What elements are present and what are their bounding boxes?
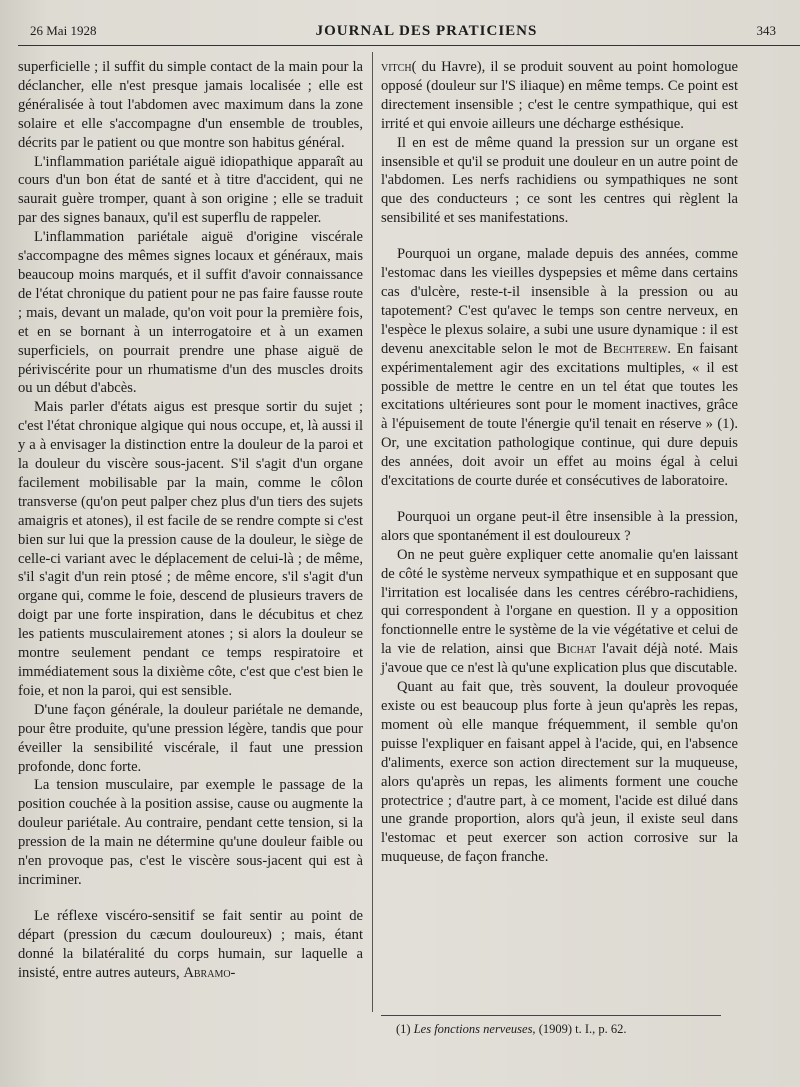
paragraph-text: ( du Havre), il se produit souvent au point homologue opposé (douleur sur l'S iliaque) en même temps. Ce point est directement insensible ; c'est le centre sympathique, qui est irrité et qui envoie ailleurs une décharge esthésique.: [381, 59, 738, 132]
paragraph: [381, 245, 738, 491]
footnote-rule: [381, 1015, 721, 1016]
paragraph: Il en est de même quand la pression sur un organe est insensible et qu'il se produit une douleur en un autre point de l'abdomen. Les nerfs rachidiens ou sympathiques ne sont que des conducteurs ; ce sont les centres qui règlent la sensibilité et ses manifestations.: [381, 134, 738, 227]
right-column: [381, 58, 738, 867]
paragraph: D'une façon générale, la douleur pariétale ne demande, pour être produite, qu'une pression légère, tandis que pour éveiller la sensibilité viscérale, il faut une pression profonde, donc forte.: [18, 701, 363, 775]
left-column: [18, 58, 363, 983]
paragraph: Pourquoi un organe peut-il être insensible à la pression, alors que spontanément il est douloureux ?: [381, 508, 738, 544]
paragraph: superficielle ; il suffit du simple contact de la main pour la déclancher, elle n'est presque jamais localisée ; elle est généralisée à tout l'abdomen avec maximum dans la zone solaire et elle s'accompagne d'un ensemble de troubles, décrits par le patient ou que montre son habitus général.: [18, 59, 363, 151]
journal-title: JOURNAL DES PRATICIENS: [315, 22, 538, 39]
paragraph: Mais parler d'états aigus est presque sortir du sujet ; c'est l'état chronique algique qui nous occupe, et, là aussi il y a à envisager la distinction entre la douleur de la paroi et la douleur du viscère sous-jacent. S'il s'agit d'un organe facilement mobilisable par la main, comme le côlon transverse (qu'on peut palper chez plus d'un tiers des sujets amaigris et atones), il est facile de se rendre compte si c'est bien sur lui que la pression cause de la douleur, le siège de celle-ci variant avec le déplacement de celui-là ; de même, s'il s'agit d'un rein ptosé ; de même encore, s'il s'agit d'un organe qui, comme le foie, descend de plusieurs travers de doigt par une forte inspiration, dans le décubitus et chez les patients musculairement atones ; si alors la douleur se montre seulement pendant ce temps respiratoire et immédiatement sous la dixième côte, c'est que c'est bien le foie, et non la paroi, qui est sensible.: [18, 399, 363, 699]
paragraph: L'inflammation pariétale aiguë idiopathique apparaît au cours d'un bon état de santé et à titre d'accident, qui ne saurait guère tromper, quant à son origine ; elle se traduit par des signes banaux, qu'il est superflu de rappeler.: [18, 153, 363, 227]
page-number: 343: [756, 23, 776, 38]
paragraph-text: On ne peut guère expliquer cette anomalie qu'en laissant de côté le système nerveux sympathique et en supposant que l'irritation est localisée dans les centres cérébro-rachidiens, qui correspondent à l'organe en question. Il y a opposition fonctionnelle entre le système de la vie végétative et celui de la vie de relation, ainsi que: [381, 546, 738, 658]
header-rule: [18, 45, 800, 46]
paragraph: L'inflammation pariétale aiguë d'origine viscérale s'accompagne des mêmes signes locaux et généraux, mais beaucoup moins marqués, et il suffit d'avoir connaissance de l'état chronique du patient pour ne pas faire fausse route ; mais, devant un malade, qu'on voit pour la première fois, et en se bornant à un interrogatoire et à un examen superficiels, on pourrait prendre une phase aiguë de périviscérite pour un rhumatisme d'un des muscles droits ou un début d'abcès.: [18, 229, 363, 397]
author-name: Abramo-: [183, 964, 236, 981]
paragraph: [18, 907, 363, 983]
paragraph-text: . En faisant expérimentalement agir des excitations multiples, « il est possible de mettre le centre en un tel état que toutes les excitations ultérieures sont pour le moment inactives, grâce à l'épuisement de toute l'énergie qu'il tenait en réserve » (1). Or, une excitation pathologique continue, qui dure depuis des années, doit avoir un effet au moins égal à celui d'excitations de courte durée et consécutives de laboratoire.: [381, 340, 738, 490]
author-name: Bichat: [556, 641, 597, 658]
paragraph: Quant au fait que, très souvent, la douleur provoquée existe ou est beaucoup plus forte à jeun qu'après les repas, moment où elle manque fréquemment, il semble qu'on puisse l'expliquer en faisant appel à l'acide, qui, en l'absence d'aliments, exerce son action directement sur la muqueuse, alors qu'après un repas, les aliments forment une couche protectrice ; d'autre part, à ce moment, l'acide est dilué dans une grande proportion, alors qu'à jeun, il existe seul dans l'estomac et peut exercer son action corrosive sur la muqueuse, de façon franche.: [381, 679, 738, 866]
paragraph-text: Le réflexe viscéro-sensitif se fait sentir au point de départ (pression du cæcum douloureux) ; mais, étant donné la bilatéralité du corps humain, sur laquelle a insisté, entre autres auteurs,: [18, 907, 363, 981]
author-name: Bechterew: [603, 340, 668, 357]
paragraph: La tension musculaire, par exemple le passage de la position couchée à la position assise, cause ou augmente la douleur pariétale. Au contraire, pendant cette tension, si la pression de la main ne détermine qu'une douleur faible ou n'en provoque pas, c'est le viscère sous-jacent qui est à incriminer.: [18, 777, 363, 888]
paragraph: [381, 546, 738, 678]
footnote-marker: (1): [396, 1022, 411, 1036]
footnote-reference: (1909) t. I., p. 62.: [535, 1022, 627, 1036]
page-header: [30, 20, 776, 42]
paragraph: [381, 58, 738, 134]
footnote-title: Les fonctions nerveuses,: [413, 1022, 536, 1036]
issue-date: 26 Mai 1928: [30, 23, 97, 38]
paragraph-text: l'avait déjà noté. Mais j'avoue que ce n'est là qu'une explication plus que discutable.: [381, 641, 738, 677]
footnote: [396, 1022, 627, 1037]
column-divider: [372, 52, 373, 1012]
author-name: vitch: [381, 59, 412, 75]
paragraph-text: Pourquoi un organe, malade depuis des années, comme l'estomac dans les vieilles dyspepsies et même dans certains cas d'ulcère, reste-t-il insensible à la pression ou au tapotement? C'est qu'avec le temps son centre nerveux, en l'espèce le plexus solaire, a subi une usure dynamique : il est devenu anexcitable selon le mot de: [381, 246, 738, 357]
